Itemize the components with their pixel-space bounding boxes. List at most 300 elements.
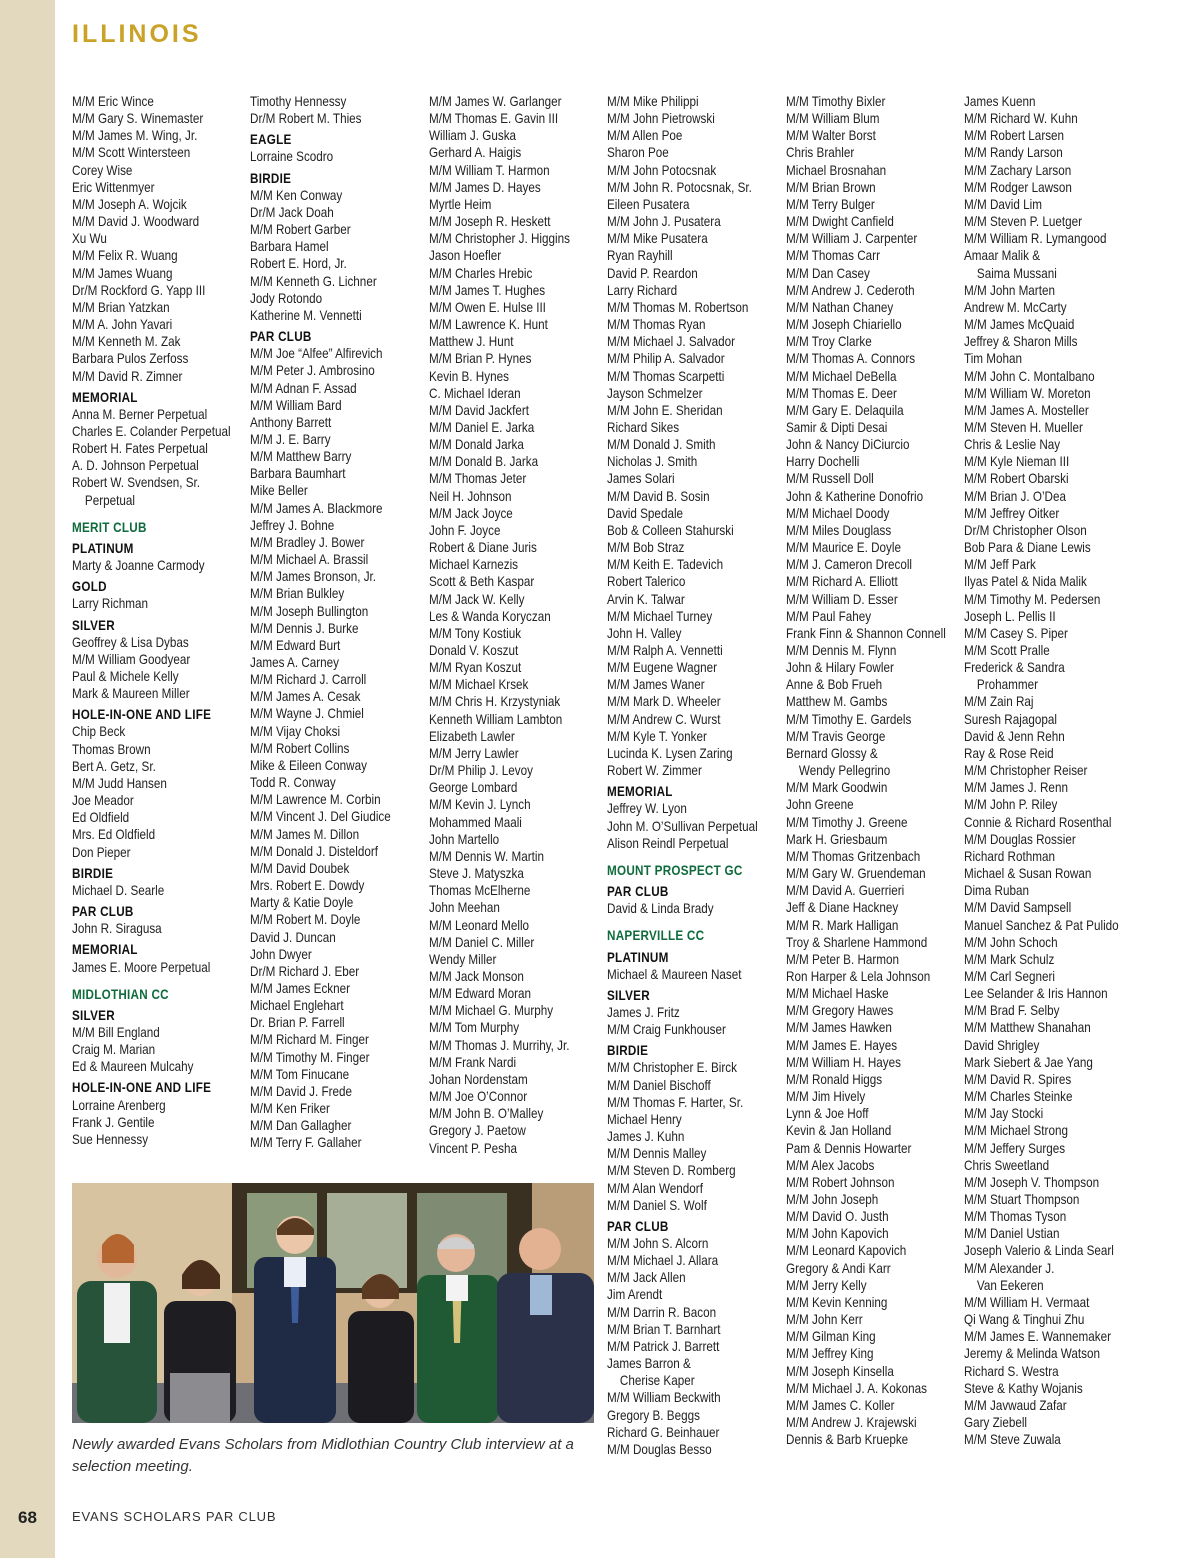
donor-name: Lorraine Scodro: [250, 149, 334, 165]
donor-name: M/M Joseph R. Heskett: [429, 214, 551, 230]
donor-name: M/M Mike Philippi: [607, 94, 699, 109]
donor-name: M/M Thomas Carr: [786, 248, 880, 264]
donor-name: M/M Richard W. Kuhn: [964, 111, 1078, 127]
donor-name: M/M Alexander J.: [964, 1260, 1055, 1276]
donor-name: Mark Siebert & Jae Yang: [964, 1054, 1093, 1070]
donor-name: M/M Thomas Ryan: [607, 317, 706, 333]
donor-name: Bernard Glossy &: [786, 745, 878, 761]
level-heading: MEMORIAL: [607, 784, 673, 800]
donor-name: M/M Terry Bulger: [786, 196, 875, 212]
donor-name: M/M David O. Justh: [786, 1209, 889, 1225]
donor-name: M/M Thomas A. Connors: [786, 351, 916, 367]
donor-name: M/M Michael Turney: [607, 608, 713, 624]
donor-name: M/M Tom Murphy: [429, 1020, 520, 1036]
donor-name: M/M Robert M. Doyle: [250, 912, 361, 928]
donor-name: M/M Jeffrey Oitker: [964, 505, 1060, 521]
donor-name: M/M James E. Wannemaker: [964, 1329, 1112, 1345]
donor-name: M/M James J. Renn: [964, 780, 1068, 796]
donor-name: M/M Joe “Alfee” Alfirevich: [250, 346, 383, 362]
donor-name: Larry Richman: [72, 596, 149, 612]
donor-name: Troy & Sharlene Hammond: [786, 934, 928, 950]
donor-name: M/M Thomas F. Harter, Sr.: [607, 1094, 744, 1110]
donor-name: Gerhard A. Haigis: [429, 145, 522, 161]
donor-name: M/M Daniel E. Jarka: [429, 419, 535, 435]
donor-name: M/M Terry F. Gallaher: [250, 1135, 362, 1151]
donor-name: M/M Bob Straz: [607, 540, 685, 556]
donor-name: M/M Peter J. Ambrosino: [250, 363, 375, 379]
donor-name: Gregory & Andi Karr: [786, 1260, 891, 1276]
side-band: [0, 0, 55, 1558]
donor-name: Thomas Brown: [72, 741, 151, 757]
donor-name: Barbara Pulos Zerfoss: [72, 351, 189, 367]
donor-name: Bob Para & Diane Lewis: [964, 540, 1091, 556]
donor-name: James E. Moore Perpetual: [72, 959, 211, 975]
donor-name: Pam & Dennis Howarter: [786, 1140, 912, 1156]
level-heading: GOLD: [72, 579, 107, 595]
donor-name: M/M Michael J. Allara: [607, 1253, 719, 1269]
donor-name: M/M James D. Hayes: [429, 179, 541, 195]
donor-name: Perpetual: [84, 492, 135, 508]
donor-name: M/M David A. Guerrieri: [786, 883, 905, 899]
donor-name: Chip Beck: [72, 724, 126, 740]
donor-name: M/M John R. Potocsnak, Sr.: [607, 179, 752, 195]
donor-name: Chris Sweetland: [964, 1157, 1050, 1173]
donor-name: Geoffrey & Lisa Dybas: [72, 634, 189, 650]
donor-name: Chris Brahler: [786, 145, 855, 161]
donor-name: Alison Reindl Perpetual: [607, 835, 729, 851]
donor-name: M/M Javwaud Zafar: [964, 1397, 1067, 1413]
donor-name: Charles E. Colander Perpetual: [72, 423, 231, 439]
level-heading: EAGLE: [250, 132, 292, 148]
donor-name: M/M Bill England: [72, 1024, 160, 1040]
donor-name: M/M Michael Strong: [964, 1123, 1068, 1139]
level-heading: PAR CLUB: [72, 904, 134, 920]
donor-name: Michael Karnezis: [429, 557, 519, 573]
donor-name: Robert W. Svendsen, Sr.: [72, 475, 201, 491]
donor-name: M/M James McQuaid: [964, 317, 1075, 333]
donor-name: M/M Richard A. Elliott: [786, 574, 898, 590]
donor-name: M/M Joseph V. Thompson: [964, 1174, 1100, 1190]
donor-name: Chris & Leslie Nay: [964, 437, 1061, 453]
donor-name: Marty & Joanne Carmody: [72, 558, 205, 574]
donor-name: M/M Scott Pralle: [964, 643, 1050, 658]
donor-name: Cherise Kaper: [619, 1373, 695, 1389]
donor-name: M/M John C. Montalbano: [964, 368, 1095, 384]
donor-name: Jayson Schmelzer: [607, 385, 703, 401]
donor-name: Mrs. Ed Oldfield: [72, 827, 156, 843]
level-heading: MEMORIAL: [72, 942, 138, 958]
donor-name: M/M Daniel S. Wolf: [607, 1197, 707, 1213]
donor-name: Van Eekeren: [976, 1277, 1044, 1293]
donor-name: Jeffrey & Sharon Mills: [964, 334, 1078, 350]
donor-name: John Greene: [786, 797, 854, 813]
donor-name: M/M John Joseph: [786, 1192, 879, 1207]
donor-name: M/M Steven H. Mueller: [964, 419, 1083, 435]
donor-name: M/M Douglas Rossier: [964, 831, 1076, 847]
level-heading: PLATINUM: [72, 540, 134, 556]
donor-name: Michael & Maureen Naset: [607, 966, 742, 982]
donor-name: M/M Lawrence M. Corbin: [250, 792, 381, 808]
donor-name: M/M Felix R. Wuang: [72, 248, 178, 264]
donor-name: M/M John P. Riley: [964, 797, 1058, 813]
donor-name: Kevin & Jan Holland: [786, 1123, 892, 1139]
page-number: 68: [18, 1508, 37, 1527]
donor-column-3: [429, 93, 582, 1157]
donor-name: Frederick & Sandra: [964, 660, 1065, 676]
donor-name: John R. Siragusa: [72, 921, 162, 937]
donor-name: M/M James W. Garlanger: [429, 94, 562, 109]
donor-name: M/M Jim Hively: [786, 1089, 866, 1105]
donor-name: James Solari: [607, 471, 675, 487]
donor-name: Kevin B. Hynes: [429, 368, 509, 384]
donor-name: M/M Edward Moran: [429, 986, 532, 1002]
donor-name: Richard G. Beinhauer: [607, 1424, 720, 1440]
donor-name: David & Jenn Rehn: [964, 728, 1065, 744]
donor-name: M/M Ronald Higgs: [786, 1071, 883, 1087]
donor-name: Amaar Malik &: [964, 248, 1041, 264]
donor-name: M/M John Kapovich: [786, 1226, 889, 1242]
donor-name: M/M Richard M. Finger: [250, 1032, 369, 1048]
donor-name: M/M Mike Pusatera: [607, 231, 708, 247]
donor-name: David J. Duncan: [250, 929, 336, 945]
donor-name: M/M William J. Carpenter: [786, 231, 918, 247]
donor-name: M/M Travis George: [786, 728, 886, 744]
donor-name: Qi Wang & Tinghui Zhu: [964, 1312, 1085, 1328]
donor-name: M/M Carl Segneri: [964, 968, 1055, 984]
donor-name: M/M James A. Blackmore: [250, 500, 383, 516]
donor-name: M/M Russell Doll: [786, 471, 874, 487]
donor-name: Jeffrey J. Bohne: [250, 517, 335, 533]
donor-name: Timothy Hennessy: [250, 94, 347, 109]
donor-name: M/M Timothy M. Pedersen: [964, 591, 1101, 607]
donor-name: M/M Matthew Barry: [250, 449, 352, 465]
donor-name: James A. Carney: [250, 655, 340, 670]
donor-name: M/M Ken Conway: [250, 187, 343, 203]
donor-name: Matthew J. Hunt: [429, 334, 514, 350]
donor-name: Barbara Baumhart: [250, 466, 346, 482]
donor-name: M/M James Bronson, Jr.: [250, 569, 377, 585]
donor-name: M/M David R. Zimner: [72, 368, 183, 384]
donor-name: Marty & Katie Doyle: [250, 895, 354, 911]
donor-name: M/M Gary S. Winemaster: [72, 111, 204, 127]
donor-name: M/M John Pietrowski: [607, 111, 715, 127]
donor-name: James Kuenn: [964, 94, 1036, 109]
donor-name: David P. Reardon: [607, 265, 698, 281]
donor-name: Ray & Rose Reid: [964, 745, 1054, 761]
donor-name: M/M Joseph Bullington: [250, 603, 369, 619]
donor-name: Neil H. Johnson: [429, 488, 512, 504]
club-heading: MIDLOTHIAN CC: [72, 986, 169, 1002]
donor-name: M/M David J. Woodward: [72, 214, 200, 230]
group-photo-illustration: [72, 1183, 594, 1423]
donor-name: M/M Robert Johnson: [786, 1174, 895, 1190]
donor-name: David Spedale: [607, 505, 684, 521]
donor-name: Robert W. Zimmer: [607, 763, 702, 779]
donor-name: M/M Judd Hansen: [72, 775, 167, 791]
club-heading: NAPERVILLE CC: [607, 928, 705, 944]
donor-name: Joe Meador: [72, 793, 134, 809]
donor-name: M/M Jeff Park: [964, 557, 1036, 573]
donor-name: Craig M. Marian: [72, 1042, 156, 1058]
donor-name: Sue Hennessy: [72, 1131, 149, 1147]
donor-name: M/M J. Cameron Drecoll: [786, 557, 913, 573]
donor-name: Joseph L. Pellis II: [964, 608, 1056, 624]
donor-name: M/M Brian Yatzkan: [72, 299, 170, 315]
donor-name: M/M John J. Pusatera: [607, 214, 721, 230]
donor-name: Mike Beller: [250, 483, 308, 499]
donor-name: Mark & Maureen Miller: [72, 686, 190, 702]
donor-name: M/M Steven P. Luetger: [964, 214, 1083, 230]
donor-name: Jeremy & Melinda Watson: [964, 1346, 1101, 1362]
donor-name: M/M Timothy M. Finger: [250, 1049, 370, 1065]
donor-name: M/M Stuart Thompson: [964, 1192, 1080, 1207]
donor-name: M/M Kyle Nieman III: [964, 454, 1070, 470]
donor-name: M/M Donald J. Smith: [607, 437, 716, 453]
donor-name: M/M James M. Wing, Jr.: [72, 128, 198, 144]
donor-name: James J. Fritz: [607, 1004, 680, 1020]
donor-name: David & Linda Brady: [607, 901, 714, 917]
donor-name: John Meehan: [429, 900, 500, 916]
donor-name: Ed & Maureen Mulcahy: [72, 1059, 194, 1075]
donor-name: M/M Timothy Bixler: [786, 94, 886, 109]
donor-name: M/M Michael Doody: [786, 505, 890, 521]
donor-name: M/M Jay Stocki: [964, 1106, 1044, 1122]
donor-name: Katherine M. Vennetti: [250, 307, 362, 323]
donor-name: M/M Ryan Koszut: [429, 660, 522, 676]
donor-name: M/M John E. Sheridan: [607, 402, 723, 418]
donor-name: M/M Brad F. Selby: [964, 1003, 1060, 1019]
donor-name: M/M Michael G. Murphy: [429, 1003, 554, 1019]
donor-column-6: [964, 93, 1117, 1448]
donor-name: M/M Lawrence K. Hunt: [429, 317, 548, 333]
donor-name: Corey Wise: [72, 162, 133, 178]
donor-name: M/M William Beckwith: [607, 1390, 721, 1406]
level-heading: SILVER: [72, 1007, 115, 1023]
donor-name: M/M David R. Spires: [964, 1071, 1072, 1087]
level-heading: SILVER: [607, 987, 650, 1003]
donor-name: M/M Wayne J. Chmiel: [250, 706, 364, 722]
donor-name: M/M Mark D. Wheeler: [607, 694, 721, 710]
donor-name: M/M Dwight Canfield: [786, 214, 894, 230]
donor-name: M/M John S. Alcorn: [607, 1236, 709, 1251]
donor-name: M/M Daniel Ustian: [964, 1226, 1060, 1242]
donor-name: Michael Englehart: [250, 998, 344, 1014]
donor-name: Eileen Pusatera: [607, 196, 690, 212]
donor-name: M/M Andrew J. Cederoth: [786, 282, 915, 298]
donor-name: M/M Charles Steinke: [964, 1089, 1073, 1105]
donor-name: M/M Rodger Lawson: [964, 179, 1072, 195]
donor-name: M/M Brian J. O’Dea: [964, 488, 1066, 504]
donor-name: Richard Rothman: [964, 848, 1055, 864]
donor-name: M/M Tom Finucane: [250, 1066, 350, 1082]
donor-name: M/M William Bard: [250, 397, 342, 413]
donor-name: Jason Hoefler: [429, 248, 502, 264]
donor-name: M/M Frank Nardi: [429, 1054, 517, 1070]
donor-name: Elizabeth Lawler: [429, 728, 515, 744]
donor-name: M/M Thomas Scarpetti: [607, 368, 725, 384]
level-heading: BIRDIE: [250, 170, 292, 186]
donor-name: M/M Gary W. Gruendeman: [786, 866, 926, 882]
donor-name: Mike & Eileen Conway: [250, 757, 367, 773]
donor-name: M/M Ken Friker: [250, 1101, 330, 1117]
donor-name: M/M Jack W. Kelly: [429, 591, 525, 607]
level-heading: HOLE-IN-ONE AND LIFE: [72, 707, 212, 723]
donor-name: Robert H. Fates Perpetual: [72, 441, 208, 457]
donor-name: M/M Randy Larson: [964, 145, 1063, 161]
donor-name: M/M Andrew J. Krajewski: [786, 1415, 917, 1431]
photo-caption: Newly awarded Evans Scholars from Midlothian Country Club interview at a selection meeting.: [72, 1436, 574, 1475]
donor-name: M/M Nathan Chaney: [786, 299, 894, 315]
donor-name: Sharon Poe: [607, 145, 669, 161]
donor-name: M/M Mark Goodwin: [786, 780, 888, 796]
donor-name: C. Michael Ideran: [429, 385, 521, 401]
donor-name: M/M Vijay Choksi: [250, 723, 341, 739]
donor-name: Bert A. Getz, Sr.: [72, 758, 156, 774]
donor-name: Johan Nordenstam: [429, 1071, 528, 1087]
donor-name: Joseph Valerio & Linda Searl: [964, 1243, 1114, 1259]
donor-name: M/M Daniel Bischoff: [607, 1077, 711, 1093]
donor-name: M/M William H. Hayes: [786, 1054, 901, 1070]
donor-name: M/M Bradley J. Bower: [250, 534, 365, 550]
donor-name: M/M Adnan F. Assad: [250, 380, 357, 396]
donor-name: M/M Zachary Larson: [964, 162, 1072, 178]
donor-name: Dr/M Richard J. Eber: [250, 963, 360, 979]
donor-name: John Dwyer: [250, 946, 312, 962]
donor-name: M/M Kevin Kenning: [786, 1294, 888, 1310]
donor-name: Robert E. Hord, Jr.: [250, 256, 347, 272]
donor-name: Frank Finn & Shannon Connell: [786, 625, 946, 641]
donor-name: M/M Jack Allen: [607, 1270, 686, 1286]
donor-name: M/M Christopher Reiser: [964, 763, 1088, 779]
donor-name: Connie & Richard Rosenthal: [964, 814, 1112, 830]
donor-name: Ilyas Patel & Nida Malik: [964, 574, 1087, 590]
donor-name: Dima Ruban: [964, 883, 1029, 899]
donor-name: Nicholas J. Smith: [607, 454, 698, 470]
donor-name: M/M David J. Frede: [250, 1083, 352, 1099]
donor-name: Mrs. Robert E. Dowdy: [250, 878, 365, 894]
donor-name: M/M Zain Raj: [964, 694, 1034, 710]
donor-name: Todd R. Conway: [250, 775, 336, 791]
donor-name: Steve & Kathy Wojanis: [964, 1380, 1083, 1396]
donor-name: M/M Christopher J. Higgins: [429, 231, 570, 247]
donor-name: Michael D. Searle: [72, 882, 165, 898]
donor-name: M/M James Waner: [607, 677, 705, 693]
donor-name: Steve J. Matyszka: [429, 866, 524, 882]
donor-name: M/M Jeffery Surges: [964, 1140, 1066, 1156]
donor-name: M/M John Kerr: [786, 1312, 863, 1328]
donor-name: M/M Edward Burt: [250, 637, 341, 653]
donor-name: Matthew M. Gambs: [786, 694, 888, 710]
donor-name: M/M Kevin J. Lynch: [429, 797, 531, 813]
donor-name: M/M Michael Krsek: [429, 677, 529, 693]
donor-name: Dennis & Barb Kruepke: [786, 1432, 909, 1448]
donor-name: Michael & Susan Rowan: [964, 866, 1092, 882]
donor-name: M/M James Eckner: [250, 980, 351, 996]
donor-name: M/M Brian Bulkley: [250, 586, 345, 602]
donor-name: M/M Jerry Kelly: [786, 1277, 867, 1293]
donor-name: M/M Joseph Chiariello: [786, 317, 902, 333]
donor-name: M/M Donald Jarka: [429, 437, 524, 453]
section-title: ILLINOIS: [72, 20, 202, 48]
donor-name: Tim Mohan: [964, 351, 1023, 367]
donor-name: John F. Joyce: [429, 522, 501, 538]
donor-name: M/M Thomas E. Deer: [786, 385, 897, 401]
donor-name: Wendy Pellegrino: [798, 763, 891, 779]
donor-name: Lucinda K. Lysen Zaring: [607, 745, 733, 761]
donor-name: M/M John Potocsnak: [607, 162, 717, 178]
donor-name: M/M Darrin R. Bacon: [607, 1304, 717, 1320]
donor-name: M/M Dan Gallagher: [250, 1118, 352, 1134]
level-heading: PAR CLUB: [250, 329, 312, 345]
level-heading: MEMORIAL: [72, 389, 138, 405]
donor-name: M/M John B. O’Malley: [429, 1106, 544, 1122]
donor-name: Bob & Colleen Stahurski: [607, 522, 734, 538]
donor-name: Ed Oldfield: [72, 810, 130, 826]
donor-name: M/M James M. Dillon: [250, 826, 360, 842]
donor-name: M/M Gregory Hawes: [786, 1003, 894, 1019]
donor-name: James J. Kuhn: [607, 1129, 685, 1145]
donor-name: M/M David Sampsell: [964, 900, 1072, 916]
donor-name: M/M A. John Yavari: [72, 317, 173, 333]
donor-name: John Martello: [429, 831, 500, 847]
donor-name: Prohammer: [976, 677, 1038, 693]
donor-name: Manuel Sanchez & Pat Pulido: [964, 917, 1119, 933]
donor-name: M/M Owen E. Hulse III: [429, 299, 546, 315]
donor-name: M/M Kenneth G. Lichner: [250, 273, 377, 289]
donor-name: Thomas McElherne: [429, 883, 531, 899]
donor-name: Michael Henry: [607, 1111, 682, 1127]
donor-name: M/M Peter B. Harmon: [786, 951, 900, 967]
donor-name: Dr/M Jack Doah: [250, 204, 334, 220]
donor-name: Gregory J. Paetow: [429, 1123, 526, 1139]
donor-name: Jeff & Diane Hackney: [786, 900, 899, 916]
donor-name: Lorraine Arenberg: [72, 1097, 166, 1113]
donor-name: Andrew M. McCarty: [964, 299, 1067, 315]
donor-name: M/M William W. Moreton: [964, 385, 1091, 401]
donor-name: Wendy Miller: [429, 951, 497, 967]
donor-name: M/M Thomas Jeter: [429, 471, 527, 487]
donor-name: M/M Keith E. Tadevich: [607, 557, 724, 573]
donor-name: Gary Ziebell: [964, 1415, 1028, 1431]
donor-name: M/M Joseph A. Wojcik: [72, 196, 187, 212]
donor-name: Anne & Bob Frueh: [786, 677, 883, 693]
donor-name: Gregory B. Beggs: [607, 1407, 700, 1423]
donor-name: Don Pieper: [72, 844, 131, 860]
donor-name: Michael Brosnahan: [786, 162, 887, 178]
donor-name: M/M Scott Wintersteen: [72, 145, 191, 161]
donor-name: M/M Gary E. Delaquila: [786, 402, 904, 418]
donor-name: Dr/M Rockford G. Yapp III: [72, 282, 206, 298]
donor-name: Kenneth William Lambton: [429, 711, 563, 727]
donor-name: M/M Jack Monson: [429, 968, 524, 984]
donor-name: John & Nancy DiCiurcio: [786, 437, 910, 453]
donor-name: M/M David Jackfert: [429, 402, 530, 418]
donor-name: John & Katherine Donofrio: [786, 488, 924, 504]
donor-name: M/M John Marten: [964, 282, 1055, 298]
donor-name: Jeffrey W. Lyon: [607, 801, 687, 817]
donor-name: Anna M. Berner Perpetual: [72, 406, 208, 422]
donor-name: M/M Andrew C. Wurst: [607, 711, 721, 727]
donor-name: M/M Allen Poe: [607, 128, 683, 144]
donor-name: M/M Donald B. Jarka: [429, 454, 539, 470]
donor-name: Robert & Diane Juris: [429, 540, 537, 556]
donor-name: M/M Douglas Besso: [607, 1441, 712, 1457]
donor-name: M/M Daniel C. Miller: [429, 934, 535, 950]
level-heading: BIRDIE: [72, 865, 114, 881]
donor-name: M/M Joseph Kinsella: [786, 1363, 894, 1379]
donor-name: M/M Dan Casey: [786, 265, 870, 281]
donor-name: M/M Patrick J. Barrett: [607, 1338, 720, 1354]
